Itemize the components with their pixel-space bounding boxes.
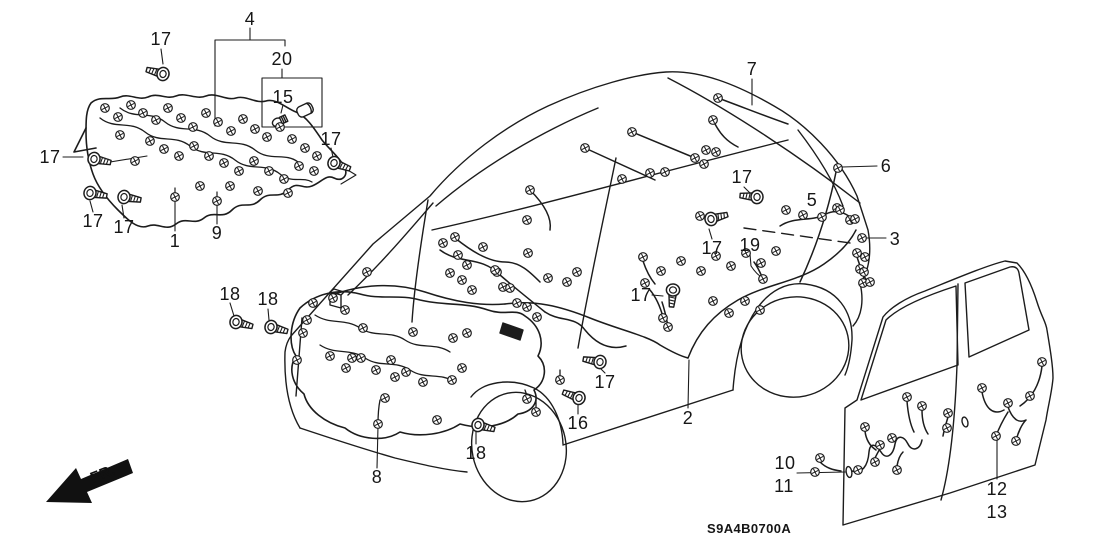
connector-icon [523, 303, 532, 312]
connector-icon [702, 146, 711, 155]
connector-icon [524, 249, 533, 258]
connector-icon [533, 313, 542, 322]
connector-icon [363, 268, 372, 277]
connector-icon [712, 148, 721, 157]
bolt-icon [582, 353, 607, 370]
connector-icon [451, 233, 460, 242]
callout-17: 17 [39, 147, 61, 167]
connector-icon [691, 154, 700, 163]
connector-icon [329, 294, 338, 303]
connector-icon [439, 239, 448, 248]
connector-icon [618, 175, 627, 184]
callout-17: 17 [630, 285, 652, 305]
connector-icon [1004, 399, 1013, 408]
connector-icon [116, 131, 125, 140]
connector-icon [454, 251, 463, 260]
car-body-outline [285, 72, 870, 511]
connector-icon [851, 215, 860, 224]
connector-icon [303, 316, 312, 325]
connector-icon [573, 268, 582, 277]
connector-icon [709, 297, 718, 306]
callout-18: 18 [257, 289, 279, 309]
connector-icon [301, 144, 310, 153]
bolt-icon [470, 417, 496, 436]
relay-block [500, 323, 523, 340]
connector-icon [918, 402, 927, 411]
connector-icon [387, 356, 396, 365]
engine-harness [291, 292, 560, 439]
connector-icon [152, 116, 161, 125]
connector-icon [677, 257, 686, 266]
connector-icon [697, 267, 706, 276]
grommet-icon [295, 102, 314, 119]
rear-wheel [732, 284, 858, 407]
callout-12: 12 [986, 479, 1008, 499]
callout-8: 8 [371, 467, 383, 487]
connector-icon [725, 309, 734, 318]
connector-icon [250, 157, 259, 166]
connector-icon [295, 162, 304, 171]
connector-icon [381, 394, 390, 403]
connector-icon [858, 234, 867, 243]
connector-icon [160, 145, 169, 154]
connector-icon [131, 157, 140, 166]
connector-icon [1026, 392, 1035, 401]
connector-icon [341, 306, 350, 315]
connector-icon [458, 276, 467, 285]
connector-icon [391, 373, 400, 382]
connector-icon [372, 366, 381, 375]
callout-13: 13 [986, 502, 1008, 522]
connector-icon [171, 193, 180, 202]
connector-icon [811, 468, 820, 477]
connector-icon [556, 376, 565, 385]
connector-icon [449, 334, 458, 343]
connector-icon [816, 454, 825, 463]
connector-icon [313, 152, 322, 161]
connector-icon [276, 123, 285, 132]
callout-2: 2 [682, 408, 694, 428]
connector-icon [326, 352, 335, 361]
connector-icon [709, 116, 718, 125]
connector-icon [196, 182, 205, 191]
connector-icon [220, 159, 229, 168]
connector-icon [433, 416, 442, 425]
connector-icon [214, 118, 223, 127]
connector-icon [581, 144, 590, 153]
connector-icon [544, 274, 553, 283]
connector-icon [448, 376, 457, 385]
bolt-icon [83, 185, 108, 202]
bolt-icon [326, 155, 352, 175]
connector-icon [741, 297, 750, 306]
connector-icon [853, 249, 862, 258]
callout-10: 10 [774, 453, 796, 473]
callout-3: 3 [889, 229, 901, 249]
connector-icon [657, 267, 666, 276]
connector-icon [757, 259, 766, 268]
callout-5: 5 [806, 190, 818, 210]
connector-icon [359, 324, 368, 333]
connector-icon [526, 186, 535, 195]
connector-icon [164, 104, 173, 113]
connector-icon [357, 354, 366, 363]
connector-icon [1038, 358, 1047, 367]
connector-icon [251, 125, 260, 134]
connector-icon [235, 167, 244, 176]
callout-9: 9 [211, 223, 223, 243]
connector-icon [468, 286, 477, 295]
connector-icon [463, 261, 472, 270]
connector-icon [177, 114, 186, 123]
connector-icon [409, 328, 418, 337]
bolt-icon [145, 63, 171, 82]
connector-icon [254, 187, 263, 196]
connector-icon [139, 109, 148, 118]
connector-icon [419, 378, 428, 387]
connector-icon [834, 164, 843, 173]
floor-harness [330, 98, 788, 358]
callout-7: 7 [746, 59, 758, 79]
connector-icon [756, 306, 765, 315]
connector-icon [226, 182, 235, 191]
callout-17: 17 [320, 129, 342, 149]
connector-icon [348, 354, 357, 363]
bolt-icon [117, 189, 142, 206]
connector-icon [463, 329, 472, 338]
callout-1: 1 [169, 231, 181, 251]
bolt-icon [228, 314, 254, 333]
connector-icon [727, 262, 736, 271]
bolt-icon [739, 189, 763, 204]
connector-icon [563, 278, 572, 287]
callout-17: 17 [731, 167, 753, 187]
connector-icon [799, 211, 808, 220]
connector-icon [402, 368, 411, 377]
callout-18: 18 [465, 443, 487, 463]
door-panels [843, 261, 1053, 525]
connector-icon [876, 441, 885, 450]
callout-20: 20 [271, 49, 293, 69]
connector-icon [491, 266, 500, 275]
fr-direction-label: FR. [87, 461, 119, 487]
connector-icon [860, 268, 869, 277]
connector-icon [284, 189, 293, 198]
connector-icon [288, 135, 297, 144]
callout-16: 16 [567, 413, 589, 433]
connector-icon [818, 213, 827, 222]
connector-icon [506, 284, 515, 293]
callout-15: 15 [272, 87, 294, 107]
connector-icon [696, 212, 705, 221]
connector-icon [523, 216, 532, 225]
connector-icon [513, 299, 522, 308]
connector-icon [700, 160, 709, 169]
connector-icon [532, 408, 541, 417]
connector-icon [293, 356, 302, 365]
connector-icon [523, 395, 532, 404]
connector-icon [190, 142, 199, 151]
connector-icon [646, 169, 655, 178]
connector-icon [299, 329, 308, 338]
bracket-4 [215, 28, 285, 126]
callout-18: 18 [219, 284, 241, 304]
connector-icon [446, 269, 455, 278]
bolt-icon [561, 386, 587, 406]
connector-icon [772, 247, 781, 256]
callout-17: 17 [701, 238, 723, 258]
connector-icon [893, 466, 902, 475]
bolt-icon [263, 319, 289, 338]
callout-19: 19 [739, 235, 761, 255]
connector-icon [759, 275, 768, 284]
callout-11: 11 [774, 476, 794, 496]
callout-17: 17 [150, 29, 172, 49]
connector-icon [1012, 437, 1021, 446]
bolt-icon [665, 283, 680, 307]
connector-icon [265, 167, 274, 176]
connector-icon [639, 253, 648, 262]
connector-icon [213, 197, 222, 206]
callout-17: 17 [113, 217, 135, 237]
connector-icon [227, 127, 236, 136]
connector-icon [101, 104, 110, 113]
connector-icon [342, 364, 351, 373]
connector-icon [263, 133, 272, 142]
fr-arrow [46, 459, 133, 503]
connector-icon [310, 167, 319, 176]
connector-icon [127, 101, 136, 110]
connector-icon [664, 323, 673, 332]
connector-icon [175, 152, 184, 161]
connector-icon [628, 128, 637, 137]
connector-icon [659, 314, 668, 323]
connector-icon [992, 432, 1001, 441]
connector-icon [782, 206, 791, 215]
connector-icon [861, 423, 870, 432]
connector-icon [479, 243, 488, 252]
callout-17: 17 [82, 211, 104, 231]
connector-icon [861, 253, 870, 262]
connector-icon [866, 278, 875, 287]
connector-icon [374, 420, 383, 429]
bolt-icon [703, 208, 729, 227]
connector-icon [978, 384, 987, 393]
callout-17: 17 [594, 372, 616, 392]
connector-icon [888, 434, 897, 443]
connector-icon [943, 424, 952, 433]
connector-icon [854, 466, 863, 475]
connector-icon [944, 409, 953, 418]
connector-icon [189, 123, 198, 132]
connector-icon [714, 94, 723, 103]
diagram-code: S9A4B0700A [707, 521, 792, 536]
callout-6: 6 [880, 156, 892, 176]
connector-icon [661, 168, 670, 177]
connector-icon [871, 458, 880, 467]
connector-icon [280, 175, 289, 184]
rear-harness [688, 172, 869, 358]
connector-icon [836, 206, 845, 215]
callout-4: 4 [244, 9, 256, 29]
connector-icon [903, 393, 912, 402]
connector-icon [458, 364, 467, 373]
connector-icon [239, 115, 248, 124]
connector-icon [114, 113, 123, 122]
connector-icon [202, 109, 211, 118]
connector-icon [146, 137, 155, 146]
connector-icon [205, 152, 214, 161]
connector-icon [309, 299, 318, 308]
